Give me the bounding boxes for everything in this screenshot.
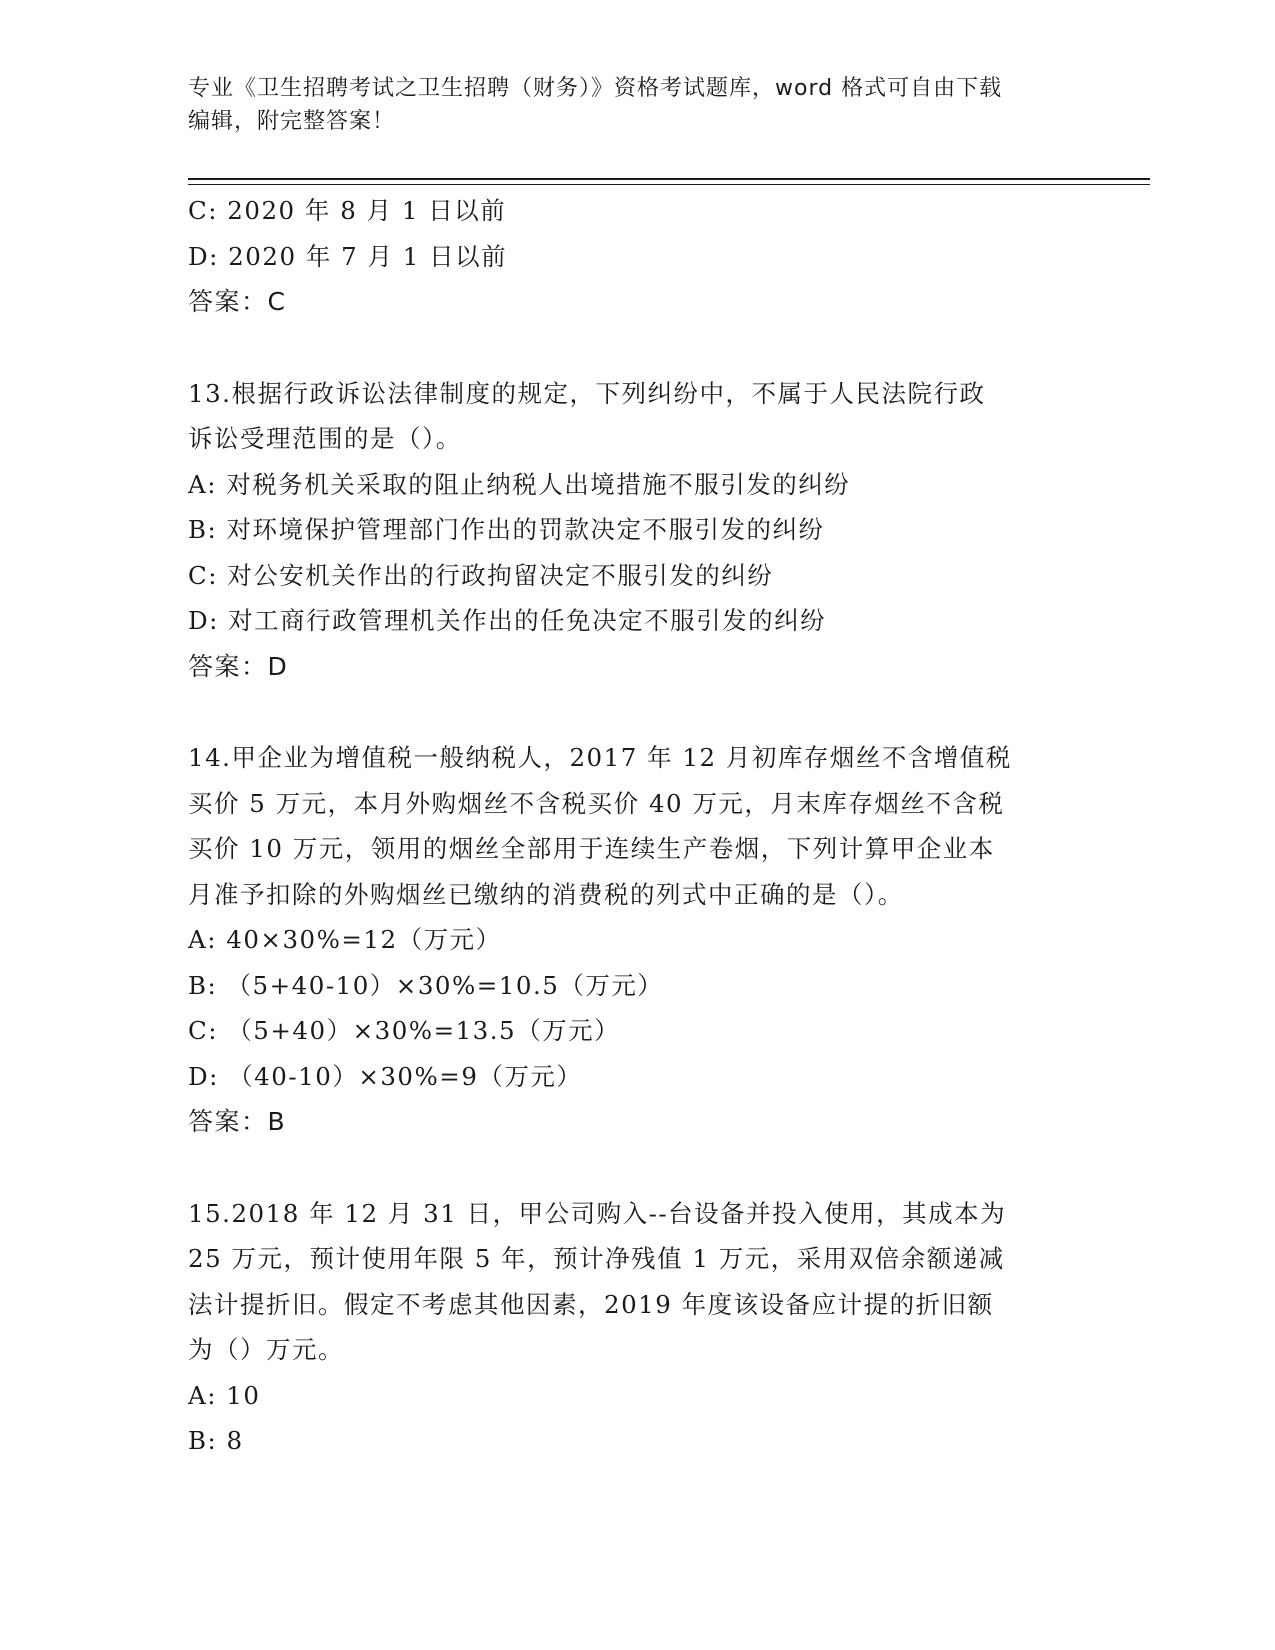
question-stem: 买价 10 万元，领用的烟丝全部用于连续生产卷烟，下列计算甲企业本 <box>188 834 995 863</box>
question-15 <box>188 1191 1088 1464</box>
answer-line: 答案：C <box>188 287 287 316</box>
spacer <box>188 325 1088 371</box>
option-b: B: 对环境保护管理部门作出的罚款决定不服引发的纠纷 <box>188 515 825 544</box>
answer-line: 答案：D <box>188 651 289 681</box>
question-stem: 13.根据行政诉讼法律制度的规定，下列纠纷中，不属于人民法院行政 <box>188 378 986 408</box>
answer-line: 答案：B <box>188 1107 287 1136</box>
option-c: C: 对公安机关作出的行政拘留决定不服引发的纠纷 <box>188 560 774 590</box>
option-c: C: 2020 年 8 月 1 日以前 <box>188 196 507 225</box>
question-stem: 买价 5 万元，本月外购烟丝不含税买价 40 万元，月末库存烟丝不含税 <box>188 788 1005 818</box>
question-stem: 为（）万元。 <box>188 1335 344 1364</box>
option-a: A: 10 <box>188 1380 261 1410</box>
option-d: D: 2020 年 7 月 1 日以前 <box>188 241 508 271</box>
question-12 <box>188 188 1088 325</box>
question-stem: 14.甲企业为增值税一般纳税人，2017 年 12 月初库存烟丝不含增值税 <box>188 743 1012 772</box>
option-d: D: （40-10）×30%=9（万元） <box>188 1061 583 1091</box>
option-b: B: 8 <box>188 1426 244 1455</box>
question-14 <box>188 735 1088 1145</box>
spacer <box>188 689 1088 735</box>
option-d: D: 对工商行政管理机关作出的任免决定不服引发的纠纷 <box>188 606 827 635</box>
header-line-1: 专业《卫生招聘考试之卫生招聘（财务）》资格考试题库，word 格式可自由下载 <box>188 76 1003 101</box>
question-stem: 15.2018 年 12 月 31 日，甲公司购入--台设备并投入使用，其成本为 <box>188 1198 1007 1228</box>
question-stem: 月准予扣除的外购烟丝已缴纳的消费税的列式中正确的是（）。 <box>188 879 904 909</box>
header-line-2: 编辑，附完整答案！ <box>188 109 396 134</box>
option-b: B: （5+40-10）×30%=10.5（万元） <box>188 970 664 1000</box>
option-a: A: 40×30%=12（万元） <box>188 925 502 954</box>
question-stem: 25 万元，预计使用年限 5 年，预计净残值 1 万元，采用双倍余额递减 <box>188 1244 1005 1273</box>
option-a: A: 对税务机关采取的阻止纳税人出境措施不服引发的纠纷 <box>188 469 851 499</box>
header-rule-thin <box>188 184 1150 185</box>
document-header <box>188 72 1088 138</box>
question-stem: 诉讼受理范围的是（）。 <box>188 424 462 453</box>
question-13 <box>188 371 1088 690</box>
spacer <box>188 1145 1088 1191</box>
header-rule-thick <box>188 178 1150 180</box>
question-stem: 法计提折旧。假定不考虑其他因素，2019 年度该设备应计提的折旧额 <box>188 1289 994 1319</box>
option-c: C: （5+40）×30%=13.5（万元） <box>188 1016 621 1045</box>
question-content <box>188 188 1088 1464</box>
